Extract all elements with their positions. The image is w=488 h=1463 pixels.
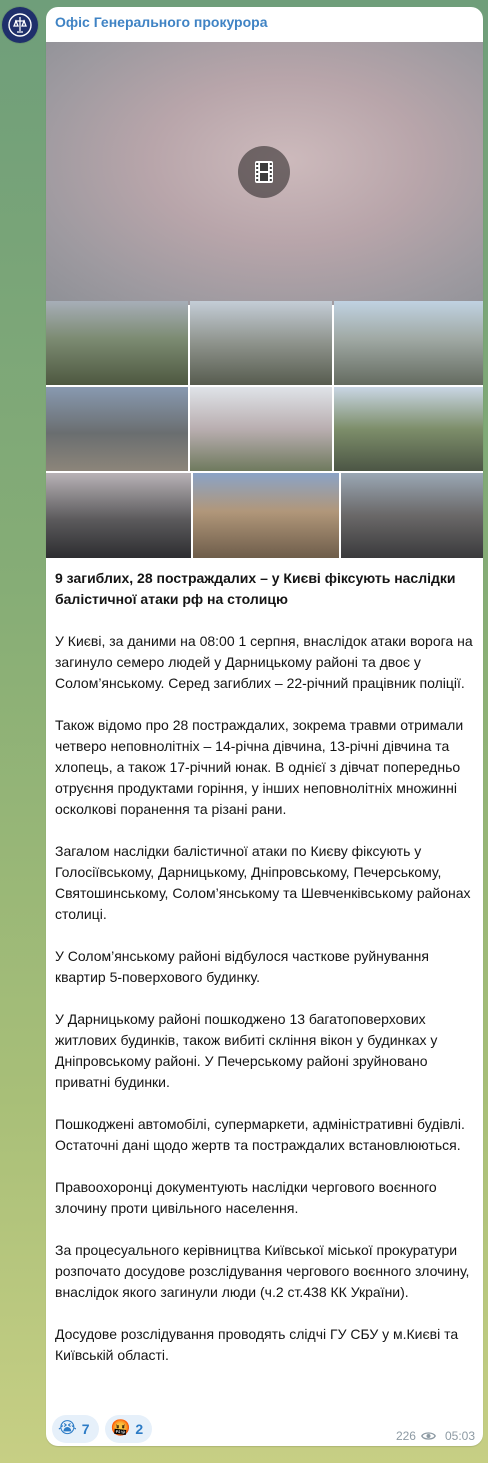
- message-meta: [396, 1429, 475, 1443]
- message-paragraph: За процесуального керівництва Київської міської прокуратури розпочато досудове розслідування чергового воєнного злочину, внаслідок якого загинули люди (ч.2 ст.438 КК України).: [55, 1242, 470, 1300]
- photo-thumbnail[interactable]: [193, 473, 339, 558]
- prosecutor-emblem-icon: [7, 12, 33, 38]
- photo-thumbnail[interactable]: [190, 301, 332, 385]
- angry-face-icon: 🤬: [110, 1420, 131, 1437]
- photo-thumbnail[interactable]: [334, 387, 483, 471]
- photo-thumbnail[interactable]: [334, 301, 483, 385]
- message-time: 05:03: [444, 1429, 475, 1443]
- reaction-angry[interactable]: [105, 1415, 153, 1443]
- message-paragraph: Правоохоронці документують наслідки чергового воєнного злочину проти цивільного населення.: [55, 1179, 437, 1216]
- message-paragraph: У Дарницькому районі пошкоджено 13 багатоповерхових житлових будинків, також вибиті скління вікон у будинках у Дніпровському районі. У Печерському районі зруйновано приватні будинки.: [55, 1011, 438, 1090]
- video-play-button[interactable]: [238, 146, 290, 198]
- reaction-count: 7: [81, 1421, 90, 1437]
- message-bubble: [46, 7, 483, 1446]
- eye-icon: [421, 1431, 436, 1441]
- reaction-crying[interactable]: [52, 1415, 99, 1443]
- photo-thumbnail[interactable]: [46, 387, 188, 471]
- film-icon: [252, 159, 276, 185]
- reactions-bar: [52, 1415, 152, 1443]
- channel-avatar[interactable]: [2, 7, 38, 43]
- message-paragraph: Також відомо про 28 постраждалих, зокрема травми отримали четверо неповнолітніх – 14-річна дівчина, 13-річні дівчина та хлопець, а також 17-річний юнак. В однієї з дівчат попередньо отруєння продуктами горіння, у інших неповнолітніх множинні осколкові поранення та різані рани.: [55, 717, 464, 817]
- reaction-count: 2: [135, 1421, 144, 1437]
- message-text: [55, 568, 477, 1387]
- photo-thumbnail[interactable]: [46, 301, 188, 385]
- crying-face-icon: 😭: [58, 1420, 77, 1437]
- view-count: 226: [395, 1429, 416, 1443]
- message-headline: 9 загиблих, 28 постраждалих – у Києві фіксують наслідки балістичної атаки рф на столицю: [55, 570, 456, 607]
- message-paragraph: Досудове розслідування проводять слідчі ГУ СБУ у м.Києві та Київській області.: [55, 1326, 459, 1363]
- photo-thumbnail[interactable]: [46, 473, 191, 558]
- photo-thumbnail[interactable]: [190, 387, 332, 471]
- message-paragraph: У Києві, за даними на 08:00 1 серпня, внаслідок атаки ворога на загинуло семеро людей у Дарницькому районі та двоє у Солом’янському. Серед загиблих – 22-річний працівник поліції.: [55, 633, 473, 691]
- sender-name[interactable]: Офіс Генерального прокурора: [55, 14, 268, 30]
- message-paragraph: У Солом’янському районі відбулося часткове руйнування квартир 5-поверхового будинку.: [55, 948, 429, 985]
- photo-thumbnail[interactable]: [341, 473, 483, 558]
- video-preview[interactable]: [46, 42, 483, 305]
- message-paragraph: Загалом наслідки балістичної атаки по Києву фіксують у Голосіївському, Дарницькому, Дніпровському, Печерському, Святошинському, Солом’янському та Шевченківському районах столиці.: [55, 843, 471, 922]
- message-paragraph: Пошкоджені автомобілі, супермаркети, адміністративні будівлі. Остаточні дані щодо жертв та постраждалих встановлюються.: [55, 1116, 465, 1153]
